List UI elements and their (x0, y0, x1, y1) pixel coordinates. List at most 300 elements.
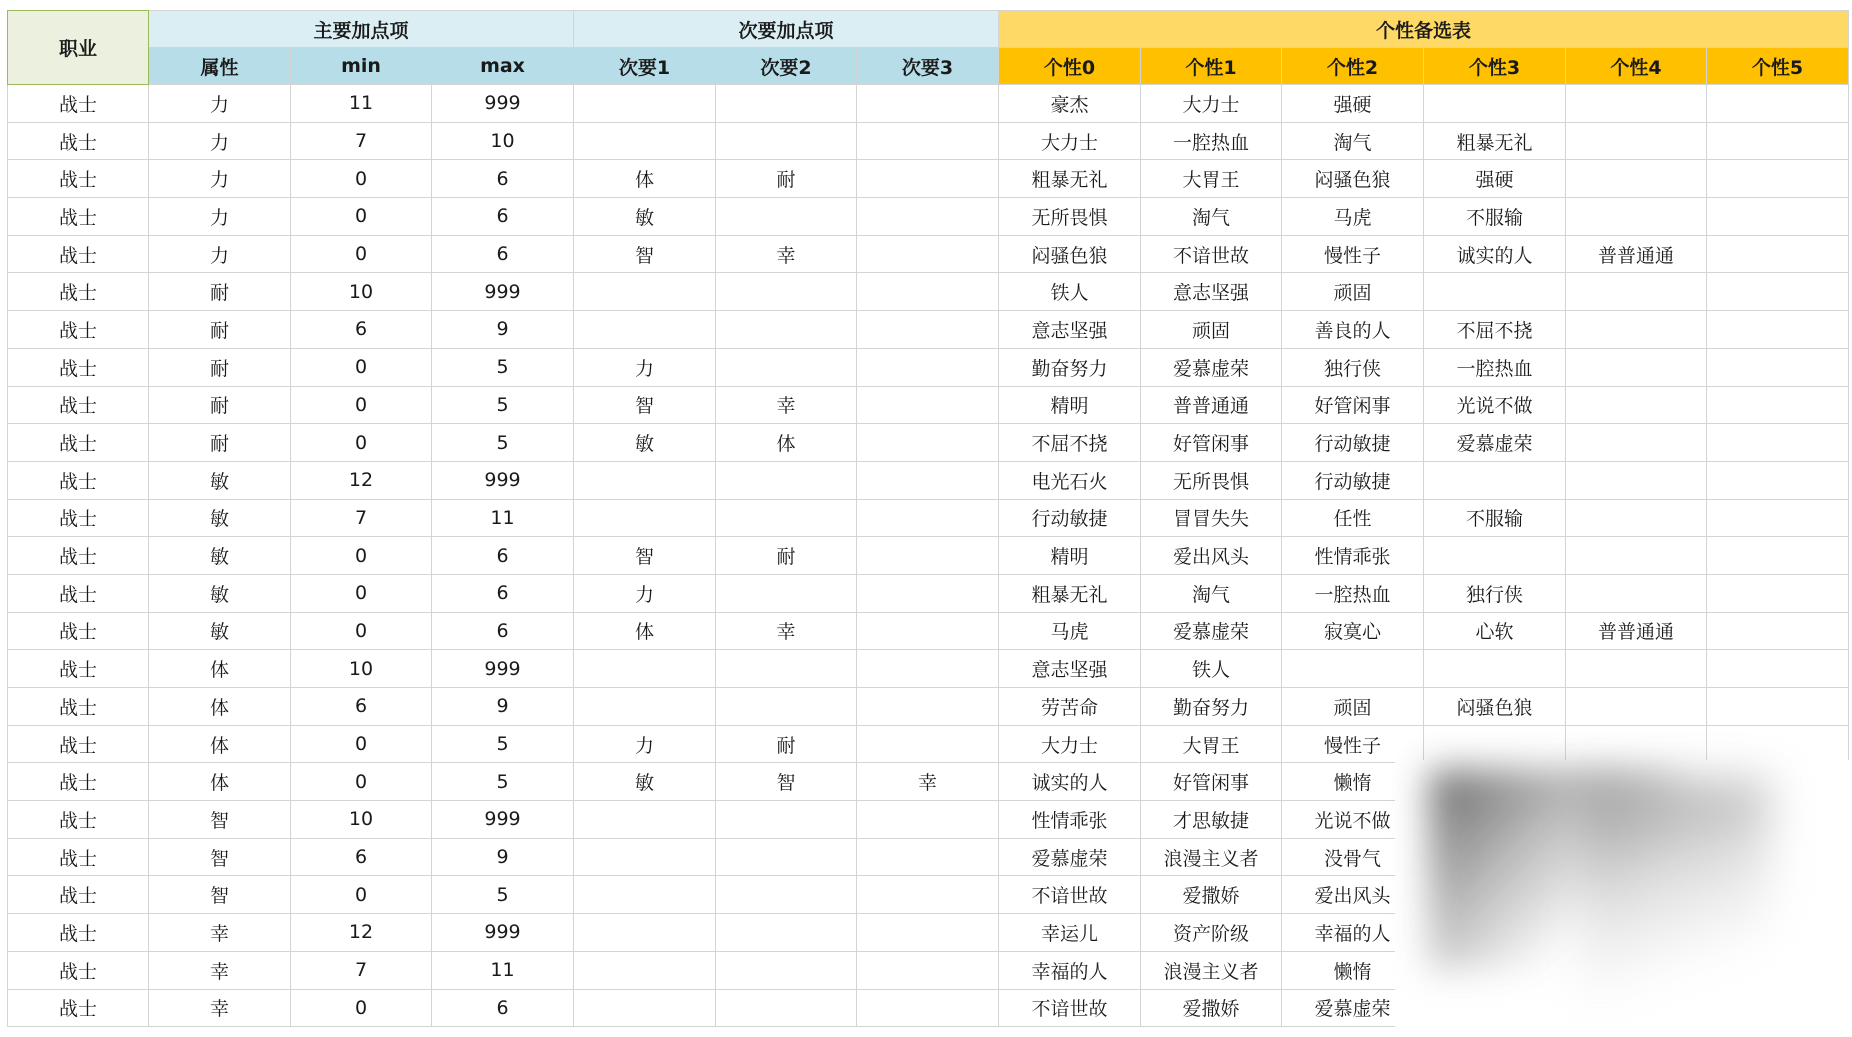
table-cell[interactable]: 爱慕虚荣 (1282, 989, 1424, 1027)
table-cell[interactable] (716, 688, 857, 726)
table-cell[interactable]: 粗暴无礼 (999, 160, 1141, 198)
table-cell[interactable] (716, 951, 857, 989)
table-cell[interactable] (857, 235, 999, 273)
table-cell[interactable]: 11 (291, 85, 432, 123)
table-cell[interactable] (857, 311, 999, 349)
table-cell[interactable] (1707, 499, 1849, 537)
table-cell[interactable]: 6 (432, 160, 574, 198)
table-cell[interactable]: 6 (432, 235, 574, 273)
table-cell[interactable] (1707, 198, 1849, 236)
header-secondary-group[interactable]: 次要加点项 (574, 11, 999, 48)
table-cell[interactable]: 战士 (8, 424, 149, 462)
table-cell[interactable] (857, 122, 999, 160)
table-cell[interactable] (857, 424, 999, 462)
table-cell[interactable]: 懒惰 (1282, 763, 1424, 801)
table-cell[interactable]: 体 (149, 650, 291, 688)
table-cell[interactable]: 诚实的人 (999, 763, 1141, 801)
table-cell[interactable]: 战士 (8, 537, 149, 575)
col-header-min[interactable]: min (291, 48, 432, 85)
table-cell[interactable]: 战士 (8, 499, 149, 537)
table-cell[interactable]: 0 (291, 989, 432, 1027)
table-cell[interactable] (716, 914, 857, 952)
table-cell[interactable]: 智 (574, 386, 716, 424)
table-cell[interactable]: 慢性子 (1282, 235, 1424, 273)
table-cell[interactable]: 性情乖张 (999, 801, 1141, 839)
table-cell[interactable]: 铁人 (999, 273, 1141, 311)
table-cell[interactable]: 6 (432, 989, 574, 1027)
table-cell[interactable] (1707, 688, 1849, 726)
table-cell[interactable]: 不服输 (1424, 499, 1566, 537)
table-cell[interactable] (1282, 650, 1424, 688)
table-cell[interactable] (716, 499, 857, 537)
table-cell[interactable]: 一腔热血 (1282, 574, 1424, 612)
table-cell[interactable]: 敏 (574, 198, 716, 236)
table-cell[interactable]: 耐 (149, 311, 291, 349)
table-cell[interactable]: 慢性子 (1282, 725, 1424, 763)
table-cell[interactable]: 0 (291, 537, 432, 575)
table-cell[interactable]: 战士 (8, 876, 149, 914)
table-cell[interactable]: 10 (291, 650, 432, 688)
table-cell[interactable]: 幸 (716, 386, 857, 424)
table-cell[interactable] (1424, 85, 1566, 123)
table-cell[interactable]: 耐 (149, 348, 291, 386)
table-cell[interactable]: 淘气 (1282, 122, 1424, 160)
table-cell[interactable]: 行动敏捷 (1282, 461, 1424, 499)
table-cell[interactable]: 善良的人 (1282, 311, 1424, 349)
table-cell[interactable]: 不谙世故 (999, 989, 1141, 1027)
table-cell[interactable]: 粗暴无礼 (999, 574, 1141, 612)
table-cell[interactable]: 一腔热血 (1424, 348, 1566, 386)
table-cell[interactable]: 999 (432, 85, 574, 123)
table-cell[interactable]: 普普通通 (1566, 235, 1707, 273)
table-cell[interactable]: 战士 (8, 725, 149, 763)
col-header-trait-4[interactable]: 个性4 (1566, 48, 1707, 85)
table-cell[interactable]: 意志坚强 (1141, 273, 1282, 311)
table-cell[interactable]: 意志坚强 (999, 311, 1141, 349)
table-cell[interactable] (1566, 574, 1707, 612)
table-cell[interactable]: 顽固 (1282, 688, 1424, 726)
table-cell[interactable]: 敏 (149, 461, 291, 499)
table-cell[interactable]: 智 (149, 876, 291, 914)
table-cell[interactable]: 顽固 (1282, 273, 1424, 311)
table-cell[interactable]: 耐 (149, 386, 291, 424)
table-cell[interactable]: 浪漫主义者 (1141, 951, 1282, 989)
table-cell[interactable]: 精明 (999, 537, 1141, 575)
table-cell[interactable] (1566, 348, 1707, 386)
col-header-trait-5[interactable]: 个性5 (1707, 48, 1849, 85)
table-cell[interactable]: 大力士 (999, 122, 1141, 160)
table-cell[interactable]: 战士 (8, 235, 149, 273)
table-cell[interactable]: 体 (149, 688, 291, 726)
table-cell[interactable] (1424, 537, 1566, 575)
table-cell[interactable] (716, 311, 857, 349)
table-cell[interactable]: 豪杰 (999, 85, 1141, 123)
table-cell[interactable]: 智 (574, 235, 716, 273)
table-cell[interactable]: 6 (432, 612, 574, 650)
table-cell[interactable] (1707, 160, 1849, 198)
table-cell[interactable]: 5 (432, 763, 574, 801)
table-cell[interactable]: 精明 (999, 386, 1141, 424)
table-cell[interactable]: 10 (291, 273, 432, 311)
table-cell[interactable]: 闷骚色狼 (1282, 160, 1424, 198)
table-cell[interactable]: 铁人 (1141, 650, 1282, 688)
table-cell[interactable] (1566, 122, 1707, 160)
table-cell[interactable]: 力 (574, 348, 716, 386)
table-cell[interactable]: 爱出风头 (1282, 876, 1424, 914)
table-cell[interactable]: 普普通通 (1566, 612, 1707, 650)
table-cell[interactable]: 爱慕虚荣 (1141, 348, 1282, 386)
table-cell[interactable] (857, 688, 999, 726)
table-cell[interactable]: 诚实的人 (1424, 235, 1566, 273)
table-cell[interactable]: 幸 (716, 235, 857, 273)
table-cell[interactable]: 幸 (149, 989, 291, 1027)
table-cell[interactable] (574, 311, 716, 349)
table-cell[interactable]: 10 (432, 122, 574, 160)
table-cell[interactable] (857, 838, 999, 876)
table-cell[interactable] (574, 801, 716, 839)
table-cell[interactable]: 资产阶级 (1141, 914, 1282, 952)
table-cell[interactable]: 战士 (8, 612, 149, 650)
table-cell[interactable] (716, 273, 857, 311)
table-cell[interactable]: 独行侠 (1282, 348, 1424, 386)
table-cell[interactable]: 大力士 (1141, 85, 1282, 123)
table-cell[interactable]: 好管闲事 (1282, 386, 1424, 424)
table-cell[interactable] (1566, 273, 1707, 311)
col-header-secondary-3[interactable]: 次要3 (857, 48, 999, 85)
header-job[interactable]: 职业 (8, 11, 149, 85)
table-cell[interactable]: 顽固 (1141, 311, 1282, 349)
table-cell[interactable]: 普普通通 (1141, 386, 1282, 424)
table-cell[interactable]: 不谙世故 (999, 876, 1141, 914)
table-cell[interactable] (1566, 198, 1707, 236)
table-cell[interactable]: 0 (291, 386, 432, 424)
table-cell[interactable]: 力 (149, 160, 291, 198)
table-cell[interactable] (716, 801, 857, 839)
table-cell[interactable]: 力 (574, 574, 716, 612)
table-cell[interactable]: 力 (149, 198, 291, 236)
table-cell[interactable]: 力 (149, 85, 291, 123)
table-cell[interactable]: 才思敏捷 (1141, 801, 1282, 839)
table-cell[interactable] (857, 273, 999, 311)
table-cell[interactable] (574, 461, 716, 499)
table-cell[interactable]: 11 (432, 951, 574, 989)
table-cell[interactable] (857, 612, 999, 650)
table-cell[interactable]: 6 (291, 311, 432, 349)
table-cell[interactable] (1566, 85, 1707, 123)
table-cell[interactable] (1424, 273, 1566, 311)
table-cell[interactable] (1707, 235, 1849, 273)
table-cell[interactable]: 爱撒娇 (1141, 989, 1282, 1027)
table-cell[interactable]: 战士 (8, 386, 149, 424)
col-header-trait-1[interactable]: 个性1 (1141, 48, 1282, 85)
table-cell[interactable] (857, 198, 999, 236)
table-cell[interactable] (857, 386, 999, 424)
table-cell[interactable] (716, 122, 857, 160)
table-cell[interactable]: 幸 (716, 612, 857, 650)
table-cell[interactable]: 勤奋努力 (999, 348, 1141, 386)
table-cell[interactable] (574, 688, 716, 726)
table-cell[interactable]: 战士 (8, 650, 149, 688)
col-header-max[interactable]: max (432, 48, 574, 85)
col-header-trait-3[interactable]: 个性3 (1424, 48, 1566, 85)
table-cell[interactable]: 浪漫主义者 (1141, 838, 1282, 876)
table-cell[interactable] (1424, 650, 1566, 688)
table-cell[interactable] (574, 989, 716, 1027)
table-cell[interactable]: 冒冒失失 (1141, 499, 1282, 537)
table-cell[interactable] (1707, 85, 1849, 123)
table-cell[interactable] (857, 725, 999, 763)
table-cell[interactable]: 智 (149, 838, 291, 876)
table-cell[interactable]: 幸 (149, 951, 291, 989)
table-cell[interactable]: 999 (432, 650, 574, 688)
table-cell[interactable]: 大胃王 (1141, 160, 1282, 198)
table-cell[interactable]: 6 (291, 688, 432, 726)
table-cell[interactable] (1566, 160, 1707, 198)
table-cell[interactable]: 999 (432, 914, 574, 952)
table-cell[interactable]: 劳苦命 (999, 688, 1141, 726)
table-cell[interactable]: 0 (291, 160, 432, 198)
table-cell[interactable] (857, 348, 999, 386)
table-cell[interactable]: 马虎 (1282, 198, 1424, 236)
table-cell[interactable]: 9 (432, 311, 574, 349)
table-cell[interactable] (1566, 461, 1707, 499)
table-cell[interactable] (574, 914, 716, 952)
table-cell[interactable] (857, 876, 999, 914)
table-cell[interactable]: 0 (291, 763, 432, 801)
table-cell[interactable]: 战士 (8, 838, 149, 876)
table-cell[interactable]: 智 (574, 537, 716, 575)
table-cell[interactable] (574, 650, 716, 688)
table-cell[interactable]: 战士 (8, 85, 149, 123)
table-cell[interactable] (1566, 311, 1707, 349)
table-cell[interactable]: 12 (291, 461, 432, 499)
table-cell[interactable]: 爱出风头 (1141, 537, 1282, 575)
table-cell[interactable]: 体 (149, 725, 291, 763)
table-cell[interactable] (857, 914, 999, 952)
table-cell[interactable]: 闷骚色狼 (999, 235, 1141, 273)
table-cell[interactable]: 0 (291, 876, 432, 914)
table-cell[interactable]: 6 (291, 838, 432, 876)
table-cell[interactable] (1707, 612, 1849, 650)
table-cell[interactable]: 敏 (149, 574, 291, 612)
table-cell[interactable] (574, 876, 716, 914)
table-cell[interactable]: 11 (432, 499, 574, 537)
table-cell[interactable]: 7 (291, 499, 432, 537)
table-cell[interactable]: 敏 (574, 424, 716, 462)
table-cell[interactable] (716, 198, 857, 236)
table-cell[interactable] (1424, 725, 1566, 763)
table-cell[interactable] (1707, 725, 1849, 763)
table-cell[interactable]: 体 (716, 424, 857, 462)
table-cell[interactable] (1707, 311, 1849, 349)
table-cell[interactable] (716, 85, 857, 123)
table-cell[interactable]: 战士 (8, 122, 149, 160)
table-cell[interactable] (1566, 424, 1707, 462)
table-cell[interactable] (857, 574, 999, 612)
table-cell[interactable]: 9 (432, 838, 574, 876)
table-cell[interactable]: 7 (291, 122, 432, 160)
table-cell[interactable]: 闷骚色狼 (1424, 688, 1566, 726)
table-cell[interactable]: 强硬 (1282, 85, 1424, 123)
table-cell[interactable]: 爱慕虚荣 (1424, 424, 1566, 462)
table-cell[interactable]: 无所畏惧 (999, 198, 1141, 236)
header-traits-group[interactable]: 个性备选表 (999, 11, 1849, 48)
table-cell[interactable]: 10 (291, 801, 432, 839)
table-cell[interactable] (574, 951, 716, 989)
table-cell[interactable]: 性情乖张 (1282, 537, 1424, 575)
table-cell[interactable]: 999 (432, 461, 574, 499)
table-cell[interactable]: 战士 (8, 801, 149, 839)
table-cell[interactable]: 智 (149, 801, 291, 839)
table-cell[interactable]: 不屈不挠 (999, 424, 1141, 462)
table-cell[interactable]: 战士 (8, 989, 149, 1027)
table-cell[interactable] (857, 650, 999, 688)
table-cell[interactable]: 9 (432, 688, 574, 726)
table-cell[interactable] (574, 122, 716, 160)
table-cell[interactable] (1566, 499, 1707, 537)
table-cell[interactable]: 爱撒娇 (1141, 876, 1282, 914)
table-cell[interactable]: 5 (432, 725, 574, 763)
table-cell[interactable] (857, 537, 999, 575)
table-cell[interactable]: 战士 (8, 311, 149, 349)
table-cell[interactable]: 懒惰 (1282, 951, 1424, 989)
col-header-attribute[interactable]: 属性 (149, 48, 291, 85)
table-cell[interactable]: 光说不做 (1424, 386, 1566, 424)
table-cell[interactable] (1566, 725, 1707, 763)
table-cell[interactable]: 0 (291, 612, 432, 650)
table-cell[interactable]: 0 (291, 424, 432, 462)
table-cell[interactable]: 敏 (149, 612, 291, 650)
table-cell[interactable]: 耐 (716, 537, 857, 575)
table-cell[interactable]: 任性 (1282, 499, 1424, 537)
col-header-secondary-2[interactable]: 次要2 (716, 48, 857, 85)
table-cell[interactable] (1707, 348, 1849, 386)
table-cell[interactable] (716, 348, 857, 386)
table-cell[interactable]: 心软 (1424, 612, 1566, 650)
table-cell[interactable]: 战士 (8, 198, 149, 236)
table-cell[interactable]: 力 (149, 235, 291, 273)
table-cell[interactable] (574, 838, 716, 876)
table-cell[interactable]: 不谙世故 (1141, 235, 1282, 273)
table-cell[interactable] (574, 273, 716, 311)
col-header-trait-2[interactable]: 个性2 (1282, 48, 1424, 85)
table-cell[interactable] (857, 85, 999, 123)
table-cell[interactable]: 马虎 (999, 612, 1141, 650)
table-cell[interactable]: 行动敏捷 (999, 499, 1141, 537)
table-cell[interactable]: 0 (291, 348, 432, 386)
table-cell[interactable]: 淘气 (1141, 198, 1282, 236)
table-cell[interactable]: 勤奋努力 (1141, 688, 1282, 726)
table-cell[interactable]: 体 (149, 763, 291, 801)
table-cell[interactable]: 0 (291, 198, 432, 236)
table-cell[interactable] (857, 989, 999, 1027)
table-cell[interactable] (1424, 461, 1566, 499)
table-cell[interactable]: 战士 (8, 160, 149, 198)
table-cell[interactable]: 无所畏惧 (1141, 461, 1282, 499)
table-cell[interactable]: 电光石火 (999, 461, 1141, 499)
table-cell[interactable] (1707, 122, 1849, 160)
table-cell[interactable] (857, 461, 999, 499)
table-cell[interactable]: 幸 (857, 763, 999, 801)
table-cell[interactable]: 幸福的人 (1282, 914, 1424, 952)
table-cell[interactable] (716, 876, 857, 914)
table-cell[interactable]: 一腔热血 (1141, 122, 1282, 160)
table-cell[interactable]: 淘气 (1141, 574, 1282, 612)
table-cell[interactable]: 幸运儿 (999, 914, 1141, 952)
table-cell[interactable] (1566, 688, 1707, 726)
table-cell[interactable]: 力 (574, 725, 716, 763)
table-cell[interactable] (716, 461, 857, 499)
table-cell[interactable]: 幸福的人 (999, 951, 1141, 989)
table-cell[interactable] (716, 650, 857, 688)
table-cell[interactable]: 战士 (8, 461, 149, 499)
table-cell[interactable]: 光说不做 (1282, 801, 1424, 839)
table-cell[interactable]: 战士 (8, 763, 149, 801)
col-header-secondary-1[interactable]: 次要1 (574, 48, 716, 85)
table-cell[interactable]: 敏 (149, 537, 291, 575)
table-cell[interactable]: 战士 (8, 914, 149, 952)
table-cell[interactable]: 0 (291, 574, 432, 612)
table-cell[interactable]: 力 (149, 122, 291, 160)
table-cell[interactable]: 好管闲事 (1141, 763, 1282, 801)
table-cell[interactable]: 不屈不挠 (1424, 311, 1566, 349)
table-cell[interactable]: 行动敏捷 (1282, 424, 1424, 462)
table-cell[interactable]: 粗暴无礼 (1424, 122, 1566, 160)
table-cell[interactable]: 战士 (8, 688, 149, 726)
table-cell[interactable] (716, 989, 857, 1027)
table-cell[interactable]: 智 (716, 763, 857, 801)
table-cell[interactable]: 战士 (8, 574, 149, 612)
table-cell[interactable]: 5 (432, 876, 574, 914)
table-cell[interactable] (1707, 574, 1849, 612)
table-cell[interactable]: 没骨气 (1282, 838, 1424, 876)
table-cell[interactable]: 999 (432, 801, 574, 839)
table-cell[interactable]: 耐 (149, 273, 291, 311)
table-cell[interactable] (1707, 273, 1849, 311)
table-cell[interactable]: 强硬 (1424, 160, 1566, 198)
table-cell[interactable]: 5 (432, 348, 574, 386)
table-cell[interactable]: 5 (432, 424, 574, 462)
table-cell[interactable]: 7 (291, 951, 432, 989)
table-cell[interactable] (716, 838, 857, 876)
header-main-group[interactable]: 主要加点项 (149, 11, 574, 48)
table-cell[interactable] (857, 801, 999, 839)
table-cell[interactable]: 好管闲事 (1141, 424, 1282, 462)
table-cell[interactable]: 敏 (149, 499, 291, 537)
table-cell[interactable]: 独行侠 (1424, 574, 1566, 612)
table-cell[interactable]: 幸 (149, 914, 291, 952)
table-cell[interactable] (574, 499, 716, 537)
table-cell[interactable]: 耐 (716, 160, 857, 198)
table-cell[interactable]: 耐 (716, 725, 857, 763)
table-cell[interactable] (857, 951, 999, 989)
table-cell[interactable]: 大胃王 (1141, 725, 1282, 763)
table-cell[interactable]: 6 (432, 537, 574, 575)
table-cell[interactable] (1707, 650, 1849, 688)
table-cell[interactable] (574, 85, 716, 123)
table-cell[interactable] (1707, 537, 1849, 575)
table-cell[interactable]: 耐 (149, 424, 291, 462)
table-cell[interactable]: 敏 (574, 763, 716, 801)
table-cell[interactable]: 爱慕虚荣 (999, 838, 1141, 876)
table-cell[interactable]: 5 (432, 386, 574, 424)
table-cell[interactable]: 12 (291, 914, 432, 952)
table-cell[interactable]: 爱慕虚荣 (1141, 612, 1282, 650)
table-cell[interactable]: 不服输 (1424, 198, 1566, 236)
table-cell[interactable] (716, 574, 857, 612)
table-cell[interactable] (857, 160, 999, 198)
table-cell[interactable] (1566, 537, 1707, 575)
